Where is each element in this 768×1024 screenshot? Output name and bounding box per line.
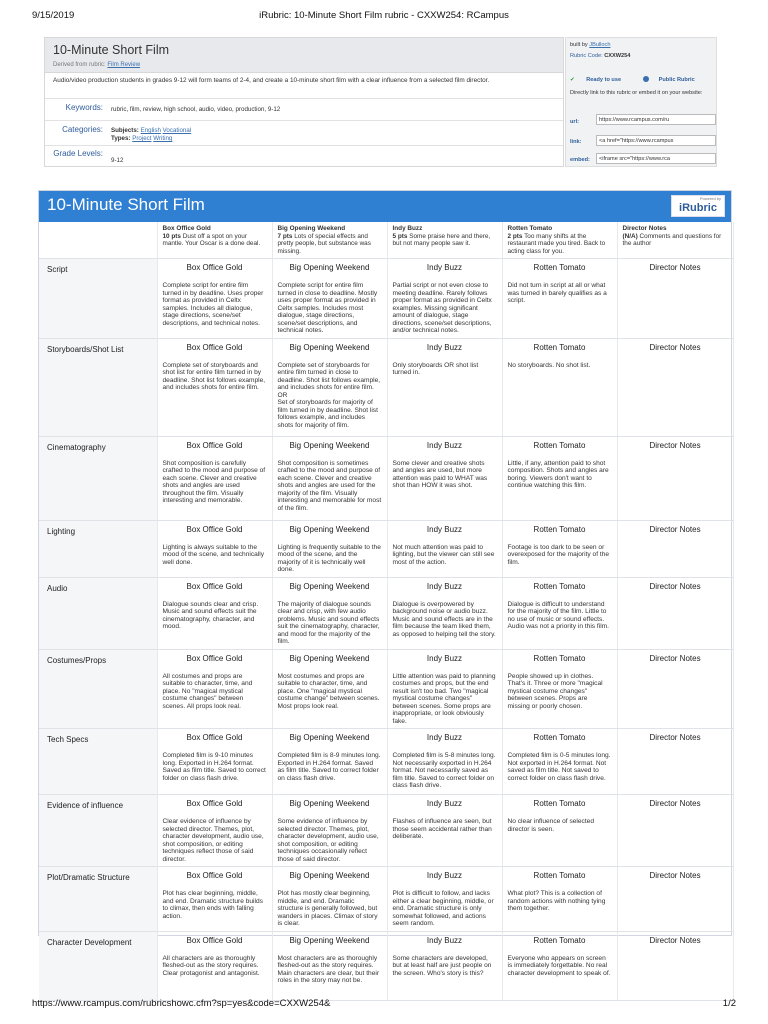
cell-level-label: Indy Buzz <box>426 263 463 272</box>
rubric-cell[interactable] <box>617 649 733 729</box>
info-header <box>45 38 563 73</box>
ready-badge <box>570 77 631 83</box>
rubric-cell[interactable] <box>387 867 502 932</box>
level-header-director-notes <box>617 222 733 259</box>
cell-description: Footage is too dark to be seen or overexposed for the majority of the film. <box>507 543 610 566</box>
rubric-cell[interactable] <box>502 436 617 520</box>
url-field[interactable]: https://www.rcampus.com/ru <box>596 114 716 125</box>
rubric-cell[interactable] <box>157 649 272 729</box>
cell-description: Completed film is 9-10 minutes long. Exported in H.264 format. Saved as film title. Saved to correct folder on class flash drive. <box>162 752 266 782</box>
cell-level-label: Rotten Tomato <box>533 263 586 272</box>
level-name: Rotten Tomato <box>507 225 553 232</box>
cell-level-label: Indy Buzz <box>426 524 463 534</box>
level-description: Dust off a spot on your mantle. Your Oscar is a done deal. <box>162 232 261 247</box>
cell-level-label: Rotten Tomato <box>533 871 586 880</box>
cell-level-label: Director Notes <box>649 440 701 450</box>
derived-link[interactable]: Film Review <box>107 62 141 68</box>
rubric-cell[interactable] <box>502 577 617 649</box>
rubric-table-container <box>38 190 732 984</box>
rubric-cell[interactable] <box>157 931 272 1000</box>
cell-level-label: Big Opening Weekend <box>289 342 370 352</box>
print-url: https://www.rcampus.com/rubricshowc.cfm?sp=yes&code=CXXW254& <box>32 998 331 1009</box>
rubric-cell[interactable] <box>617 577 733 649</box>
criterion-label: Storyboards/Shot List <box>39 338 157 436</box>
categories-label: Categories: <box>62 125 103 134</box>
cell-level-label: Indy Buzz <box>426 440 463 450</box>
cell-description: Plot has mostly clear beginning, middle, and end. Dramatic structure is generally followed, but wanders in places. Climax of story is clear. <box>277 890 378 927</box>
rubric-cell[interactable] <box>272 436 387 520</box>
cell-level-label: Big Opening Weekend <box>289 653 370 663</box>
cell-description: Some characters are developed, but at least half are just people on the screen. Who's story is this? <box>392 954 492 977</box>
cell-level-label: Box Office Gold <box>186 263 243 272</box>
rubric-row-character-development <box>39 931 733 1000</box>
rubric-cell[interactable] <box>617 931 733 1000</box>
rubric-cell[interactable] <box>272 338 387 436</box>
cell-level-label: Director Notes <box>649 799 701 808</box>
rubric-cell[interactable] <box>157 520 272 577</box>
cell-level-label: Big Opening Weekend <box>289 263 370 272</box>
cell-description: Little attention was paid to planning costumes and props, but the end result isn't too bad. Two "magical mystical costume changes" between scenes. Some props are inappropriate, or look obviously fake. <box>392 672 496 725</box>
cell-description: Some evidence of influence by selected director. Themes, plot, character development, audio use, shot composition, or editing techniques occasionally reflect those of said director. <box>277 818 379 863</box>
cell-description: Lighting is always suitable to the mood of the scene, and technically well done. <box>162 543 265 566</box>
cell-level-label: Box Office Gold <box>186 581 243 591</box>
rubric-row-lighting <box>39 520 733 577</box>
levels-header-row <box>39 222 733 259</box>
level-name: Big Opening Weekend <box>277 225 346 232</box>
globe-icon <box>643 76 649 82</box>
cell-level-label: Director Notes <box>649 935 701 945</box>
keywords-value: rubric, film, review, high school, audio, video, production, 9-12 <box>111 106 281 113</box>
grade-value: 9-12 <box>111 157 124 164</box>
rubric-cell[interactable] <box>272 931 387 1000</box>
criterion-label: Audio <box>39 577 157 649</box>
level-points: (N/A) <box>622 232 638 240</box>
rubric-row-tech-specs <box>39 729 733 795</box>
built-by-label: built by <box>570 42 588 48</box>
link-field[interactable]: <a href="https://www.rcampus <box>596 135 716 146</box>
embed-field[interactable]: <iframe src="https://www.rca <box>596 153 716 164</box>
cell-level-label: Box Office Gold <box>186 799 243 808</box>
derived-label: Derived from rubric: <box>53 62 106 68</box>
rubric-banner <box>39 191 731 222</box>
level-description: Comments and questions for the author <box>622 232 722 247</box>
cell-description: Dialogue is difficult to understand for the majority of the film. Little to no use of music or sound effects. Audio was not a priority in this film. <box>507 600 610 630</box>
criterion-label: Costumes/Props <box>39 649 157 729</box>
level-points: 10 pts <box>162 232 181 240</box>
rubric-cell[interactable] <box>617 259 733 339</box>
cell-level-label: Box Office Gold <box>186 440 243 450</box>
rubric-cell[interactable] <box>157 867 272 932</box>
cell-description: The majority of dialogue sounds clear and crisp, with few audio problems. Music and sound effects suit the cinematography, character, and mood for the majority of the film. <box>277 600 380 645</box>
cell-description: Shot composition is sometimes crafted to the mood and purpose of each scene. Clever and creative shots and angles are used for the majority of the film. Visually interesting and memorable for most of the film. <box>277 459 382 512</box>
cell-description: Clear evidence of influence by selected director. Themes, plot, character development, audio use, shot composition, or editing techniques reflect those of said director. <box>162 818 264 863</box>
rubric-cell[interactable] <box>387 729 502 795</box>
level-description: Too many shifts at the restaurant made you tired. Back to acting class for you. <box>507 232 606 255</box>
rubric-cell[interactable] <box>157 338 272 436</box>
cell-level-label: Indy Buzz <box>426 581 463 591</box>
cell-level-label: Box Office Gold <box>186 871 243 880</box>
rubric-code <box>570 53 630 59</box>
rubric-code-label: Rubric Code: <box>570 53 603 59</box>
rubric-cell[interactable] <box>272 729 387 795</box>
cell-description: Complete set of storyboards for entire film turned in close to deadline. Shot list follows example, and includes shots for entire film. OR Set of storyboards for majority of film turned in by deadline. Shot list follows example, and includes shots for majority of film. <box>277 361 381 429</box>
cell-description: Flashes of influence are seen, but those seem accidental rather than deliberate. <box>392 818 492 840</box>
cell-level-label: Director Notes <box>649 581 701 591</box>
criterion-label: Evidence of influence <box>39 795 157 867</box>
criterion-label: Script <box>39 259 157 339</box>
rubric-cell[interactable] <box>272 259 387 339</box>
rubric-cell[interactable] <box>272 520 387 577</box>
cell-description: Only storyboards OR shot list turned in. <box>392 361 479 376</box>
check-icon: ✔ <box>570 77 575 83</box>
print-header <box>0 10 768 24</box>
cell-description: Completed film is 5-8 minutes long. Not necessarily exported in H.264 format. Not necessarily saved as film title. Saved to correct folder on class flash drive. <box>392 752 496 789</box>
rubric-row-script <box>39 259 733 339</box>
level-header-big-opening-weekend <box>272 222 387 259</box>
level-name: Director Notes <box>622 225 667 232</box>
rubric-cell[interactable] <box>387 338 502 436</box>
rubric-row-storyboards-shot-list <box>39 338 733 436</box>
cell-level-label: Director Notes <box>649 263 701 272</box>
built-by <box>570 42 610 48</box>
public-badge <box>643 77 705 83</box>
logo-name: iRubric <box>679 202 717 214</box>
rubric-cell[interactable] <box>617 436 733 520</box>
rubric-cell[interactable] <box>272 649 387 729</box>
criterion-label: Cinematography <box>39 436 157 520</box>
rubric-cell[interactable] <box>272 577 387 649</box>
cell-level-label: Big Opening Weekend <box>289 524 370 534</box>
cell-description: Most costumes and props are suitable to character, time, and place. One "magical mystical costume change" between scenes. Most props look real. <box>277 672 380 710</box>
cell-level-label: Rotten Tomato <box>533 581 586 591</box>
rubric-side-panel <box>565 37 717 167</box>
cell-description: Partial script or not even close to meeting deadline. Rarely follows proper format as provided in Celtx examples. Missing significant amount of dialogue, stage directions, scene/set descriptions, and/or technical notes. <box>392 282 492 334</box>
rubric-cell[interactable] <box>617 520 733 577</box>
rubric-row-costumes-props <box>39 649 733 729</box>
rubric-cell[interactable] <box>387 520 502 577</box>
rubric-row-plot-dramatic-structure <box>39 867 733 932</box>
cell-description: Not much attention was paid to lighting, but the viewer can still see most of the action. <box>392 543 495 566</box>
rubric-cell[interactable] <box>617 795 733 867</box>
cell-description: Dialogue sounds clear and crisp. Music and sound effects suit the cinematography, character, and mood. <box>162 600 259 630</box>
rubric-cell[interactable] <box>617 867 733 932</box>
cell-level-label: Box Office Gold <box>186 935 243 945</box>
rubric-cell[interactable] <box>157 795 272 867</box>
rubric-info-panel <box>44 37 564 167</box>
cell-level-label: Director Notes <box>649 733 701 742</box>
rubric-cell[interactable] <box>617 338 733 436</box>
ready-label: Ready to use <box>586 77 622 83</box>
cell-level-label: Box Office Gold <box>186 342 243 352</box>
level-header-box-office-gold <box>157 222 272 259</box>
cell-level-label: Box Office Gold <box>186 733 243 742</box>
rubric-cell[interactable] <box>157 259 272 339</box>
rubric-cell[interactable] <box>157 729 272 795</box>
rubric-cell[interactable] <box>617 729 733 795</box>
cell-level-label: Rotten Tomato <box>533 935 586 945</box>
rubric-cell[interactable] <box>387 259 502 339</box>
cell-level-label: Big Opening Weekend <box>289 935 370 945</box>
cell-description: Shot composition is carefully crafted to the mood and purpose of each scene. Clever and creative shots and angles are used throughout the film. Visually interesting and memorable. <box>162 459 266 504</box>
rubric-cell[interactable] <box>502 867 617 932</box>
cell-level-label: Rotten Tomato <box>533 524 586 534</box>
cell-level-label: Big Opening Weekend <box>289 871 370 880</box>
derived-from <box>53 62 555 68</box>
cell-level-label: Indy Buzz <box>426 653 463 663</box>
rubric-cell[interactable] <box>502 729 617 795</box>
print-page-number: 1/2 <box>722 998 736 1009</box>
rubric-cell[interactable] <box>272 795 387 867</box>
cell-description: Lighting is frequently suitable to the mood of the scene, and the majority of it is technically well done. <box>277 543 381 573</box>
cell-level-label: Box Office Gold <box>186 653 243 663</box>
cell-description: Little, if any, attention paid to shot composition. Shots and angles are boring. Viewers don't want to continue watching this film. <box>507 459 609 489</box>
cell-level-label: Director Notes <box>649 524 701 534</box>
cell-level-label: Rotten Tomato <box>533 342 586 352</box>
rubric-cell[interactable] <box>502 795 617 867</box>
types-label: Types: <box>111 135 131 142</box>
cell-description: People showed up in clothes. That's it. Three or more "magical mystical costume changes" between scenes. Props are missing or poorly chosen. <box>507 672 603 710</box>
rubric-cell[interactable] <box>387 436 502 520</box>
level-header-rotten-tomato <box>502 222 617 259</box>
rubric-cell[interactable] <box>502 520 617 577</box>
rubric-cell[interactable] <box>502 931 617 1000</box>
rubric-row-audio <box>39 577 733 649</box>
rubric-cell[interactable] <box>502 338 617 436</box>
level-points: 5 pts <box>392 232 408 240</box>
type-link-writing[interactable]: Writing <box>153 135 173 142</box>
grade-label: Grade Levels: <box>53 149 103 158</box>
cell-level-label: Big Opening Weekend <box>289 733 370 742</box>
cell-description: Complete script for entire film turned in by deadline. Uses proper format as provided in Celtx samples. Includes all dialogue, stage directions, scene/set descriptions, and technical notes. <box>162 282 264 327</box>
subject-link-english[interactable]: English <box>140 127 161 134</box>
cell-description: Complete set of storyboards and shot list for entire film turned in by deadline. Shot list follows example, and includes shots for entire film. <box>162 361 266 391</box>
cell-level-label: Indy Buzz <box>426 871 463 880</box>
rubric-cell[interactable] <box>272 867 387 932</box>
cell-level-label: Big Opening Weekend <box>289 581 370 591</box>
cell-level-label: Director Notes <box>649 342 701 352</box>
rubric-cell[interactable] <box>387 795 502 867</box>
link-label: link: <box>570 139 582 145</box>
cell-level-label: Indy Buzz <box>426 342 463 352</box>
rubric-cell[interactable] <box>387 649 502 729</box>
rubric-cell[interactable] <box>387 931 502 1000</box>
cell-level-label: Indy Buzz <box>426 935 463 945</box>
categories-value <box>111 127 191 143</box>
status-badges <box>570 76 715 83</box>
cell-level-label: Indy Buzz <box>426 799 463 808</box>
type-link-project[interactable]: Project <box>132 135 152 142</box>
rubric-row-evidence-of-influence <box>39 795 733 867</box>
rubric-title: 10-Minute Short Film <box>47 195 205 214</box>
keywords-label: Keywords: <box>65 103 103 112</box>
criterion-label: Plot/Dramatic Structure <box>39 867 157 932</box>
criterion-label: Lighting <box>39 520 157 577</box>
cell-description: Some clever and creative shots and angles are used, but more attention was paid to WHAT was shot than HOW it was shot. <box>392 459 488 489</box>
cell-description: Complete script for entire film turned in close to deadline. Mostly uses proper format as provided in Celtx samples. Includes most dialogue, stage directions, scene/set descriptions, and technical notes. <box>277 282 378 334</box>
url-label: url: <box>570 119 580 125</box>
cell-level-label: Rotten Tomato <box>533 799 586 808</box>
author-link[interactable]: JBulloch <box>589 42 611 48</box>
keywords-row <box>45 98 563 120</box>
rubric-cell[interactable] <box>387 577 502 649</box>
cell-level-label: Box Office Gold <box>186 524 243 534</box>
cell-level-label: Rotten Tomato <box>533 440 586 450</box>
embed-instructions: Directly link to this rubric or embed it on your website: <box>570 90 703 96</box>
level-header-indy-buzz <box>387 222 502 259</box>
cell-description: Completed film is 8-9 minutes long. Exported in H.264 format. Saved as film title. Saved to correct folder on class flash drive. <box>277 752 381 782</box>
level-name: Indy Buzz <box>392 225 423 232</box>
subjects-label: Subjects: <box>111 127 139 134</box>
level-points: 2 pts <box>507 232 523 240</box>
rubric-table <box>39 222 734 1001</box>
print-title: iRubric: 10-Minute Short Film rubric - CXXW254: RCampus <box>259 10 509 21</box>
categories-row <box>45 120 563 145</box>
rubric-code-value: CXXW254 <box>604 53 631 59</box>
info-title: 10-Minute Short Film <box>53 43 170 57</box>
level-points: 7 pts <box>277 232 293 240</box>
cell-level-label: Indy Buzz <box>426 733 463 742</box>
level-description: Some praise here and there, but not many people saw it. <box>392 232 491 247</box>
logo-powered-by: Powered by <box>699 196 721 201</box>
subject-link-vocational[interactable]: Vocational <box>162 127 192 134</box>
cell-description: Plot has clear beginning, middle, and end. Dramatic structure builds to climax, then ends with falling action. <box>162 890 263 920</box>
grade-row <box>45 145 563 166</box>
cell-description: No clear influence of selected director is seen. <box>507 818 595 833</box>
cell-description: Everyone who appears on screen is immediately forgettable. No real character development to speak of. <box>507 954 611 977</box>
cell-level-label: Director Notes <box>649 871 701 880</box>
cell-description: What plot? This is a collection of random actions with nothing tying them together. <box>507 890 606 912</box>
cell-level-label: Director Notes <box>649 653 701 663</box>
cell-description: Most characters are as thoroughly fleshed-out as the story requires. Main characters are clear, but their roles in the story may not be. <box>277 954 380 984</box>
irubric-logo <box>671 195 725 217</box>
cell-level-label: Rotten Tomato <box>533 733 586 742</box>
cell-description: Completed film is 0-5 minutes long. Not exported in H.264 format. Not saved as film title. Not saved to correct folder on class flash drive. <box>507 752 611 782</box>
rubric-cell[interactable] <box>157 436 272 520</box>
embed-label: embed: <box>570 157 590 163</box>
rubric-cell[interactable] <box>157 577 272 649</box>
cell-description: Dialogue is overpowered by background noise or audio buzz. Music and sound effects are in the film because the team liked them, as opposed to helping tell the story. <box>392 600 496 638</box>
rubric-cell[interactable] <box>502 649 617 729</box>
level-description: Lots of special effects and pretty people, but substance was missing. <box>277 232 371 255</box>
cell-level-label: Big Opening Weekend <box>289 440 370 450</box>
cell-description: Plot is difficult to follow, and lacks either a clear beginning, middle, or end. Dramatic structure is only somewhat followed, and actions seem random. <box>392 890 494 927</box>
public-label: Public Rubric <box>658 77 695 83</box>
rubric-row-cinematography <box>39 436 733 520</box>
cell-description: All costumes and props are suitable to character, time, and place. No "magical mystical costume changes" between scenes. All props look real. <box>162 672 253 710</box>
level-name: Box Office Gold <box>162 225 211 232</box>
cell-description: Did not turn in script at all or what was turned in barely qualifies as a script. <box>507 282 607 304</box>
rubric-cell[interactable] <box>502 259 617 339</box>
criterion-label: Tech Specs <box>39 729 157 795</box>
rubric-description: Audio/video production students in grades 9-12 will form teams of 2-4, and create a 10-minute short film with a clear influence from a selected film director. <box>53 77 490 84</box>
criterion-label: Character Development <box>39 931 157 1000</box>
header-corner <box>39 222 157 259</box>
cell-description: All characters are as thoroughly fleshed-out as the story requires. Clear protagonist and antagonist. <box>162 954 260 977</box>
print-date: 9/15/2019 <box>32 10 75 21</box>
cell-description: No storyboards. No shot list. <box>507 361 591 369</box>
cell-level-label: Rotten Tomato <box>533 653 586 663</box>
cell-level-label: Big Opening Weekend <box>289 799 370 808</box>
